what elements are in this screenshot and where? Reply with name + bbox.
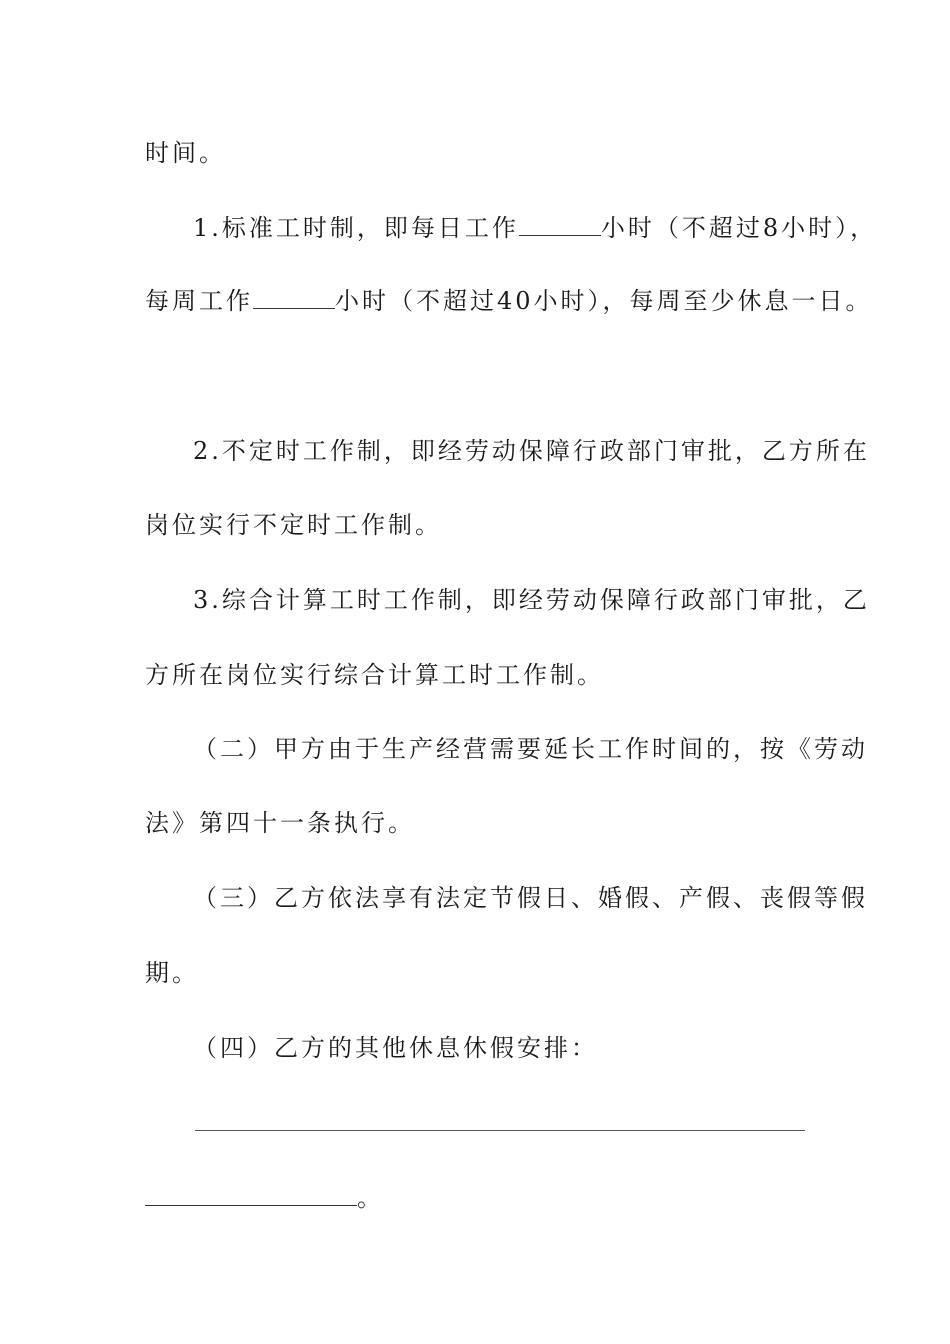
- paragraph-comprehensive-hours-line1: 3.综合计算工时工作制，即经劳动保障行政部门审批，乙: [193, 586, 870, 614]
- text-segment: 小时（不超过8小时），: [600, 214, 878, 242]
- paragraph-standard-hours-line1: [193, 213, 877, 243]
- paragraph-other-leave-heading: （四）乙方的其他休息休假安排：: [193, 1034, 598, 1062]
- paragraph-holidays-line1: （三）乙方依法享有法定节假日、婚假、产假、丧假等假: [193, 884, 868, 912]
- text-segment: 每周工作: [145, 287, 253, 315]
- text-line: 时间。: [145, 139, 226, 167]
- other-leave-blank-line1[interactable]: [195, 1130, 805, 1131]
- paragraph-flexible-hours-line2: 岗位实行不定时工作制。: [145, 511, 442, 539]
- text-segment: 小时（不超过40小时），每周至少休息一日。: [335, 287, 873, 315]
- text-segment: 1.标准工时制，即每日工作: [193, 214, 519, 242]
- other-leave-blank-line2: [145, 1183, 384, 1213]
- paragraph-overtime-line2: 法》第四十一条执行。: [145, 809, 415, 837]
- paragraph-standard-hours-line2: [145, 286, 873, 316]
- daily-hours-blank[interactable]: [519, 215, 601, 236]
- paragraph-comprehensive-hours-line2: 方所在岗位实行综合计算工时工作制。: [145, 661, 604, 689]
- paragraph-overtime-line1: （二）甲方由于生产经营需要延长工作时间的，按《劳动: [193, 735, 868, 763]
- weekly-hours-blank[interactable]: [253, 288, 335, 309]
- text-segment: 。: [357, 1184, 384, 1212]
- other-leave-blank[interactable]: [145, 1185, 357, 1206]
- paragraph-holidays-line2: 期。: [145, 959, 199, 987]
- paragraph-flexible-hours-line1: 2.不定时工作制，即经劳动保障行政部门审批，乙方所在: [193, 437, 870, 465]
